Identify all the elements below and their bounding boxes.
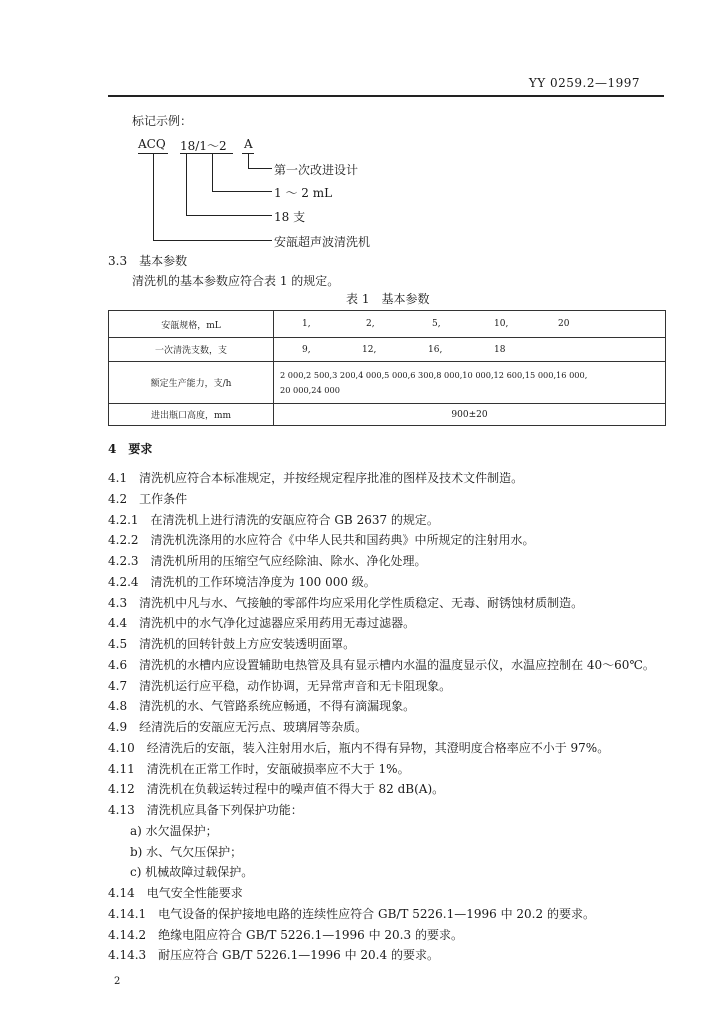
table-cell: 2,: [366, 319, 375, 329]
leader-line: [212, 154, 213, 191]
requirement-item: 4.7 清洗机运行应平稳，动作协调，无异常声音和无卡阻现象。: [108, 679, 452, 693]
requirement-item: 4.3 清洗机中凡与水、气接触的零部件均应采用化学性质稳定、无毒、耐锈蚀材质制造。: [108, 596, 584, 610]
requirement-item: 4.10 经清洗后的安瓿，装入注射用水后，瓶内不得有异物，其澄明度合格率应不小于 97%。: [108, 741, 610, 755]
table-cell: 16,: [428, 344, 443, 355]
page-number: 2: [114, 976, 121, 987]
leader-line: [153, 154, 154, 240]
table-row: [109, 404, 666, 426]
marking-explanation: 18 支: [274, 210, 306, 224]
leader-line: [186, 215, 272, 216]
table-cell: 12,: [362, 344, 377, 355]
table-cell: 2 000,2 500,3 200,4 000,5 000,6 300,8 000,10 000,12 600,15 000,16 000,: [280, 369, 588, 380]
section-heading: 3.3 基本参数: [108, 254, 188, 268]
code-underline: [180, 153, 233, 154]
requirement-subitem: b) 水、气欠压保护；: [130, 845, 243, 859]
requirement-item: 4.14.3 耐压应符合 GB/T 5226.1—1996 中 20.4 的要求。: [108, 948, 439, 962]
section-intro: 清洗机的基本参数应符合表 1 的规定。: [132, 274, 340, 288]
requirement-item: 4.9 经清洗后的安瓿应无污点、玻璃屑等杂质。: [108, 720, 368, 734]
standard-code: YY 0259.2—1997: [528, 76, 640, 90]
parameter-table: [108, 310, 666, 426]
table-cell: 20: [558, 319, 570, 329]
table-cell: 1,: [302, 319, 311, 329]
requirement-item: 4.8 清洗机的水、气管路系统应畅通，不得有滴漏现象。: [108, 699, 416, 713]
marking-explanation: 第一次改进设计: [274, 163, 359, 177]
leader-line: [248, 154, 249, 168]
requirement-item: 4.2.3 清洗机所用的压缩空气应经除油、除水、净化处理。: [108, 554, 427, 568]
marking-code-part: 18/1～2: [180, 139, 227, 153]
requirement-item: 4.12 清洗机在负载运转过程中的噪声值不得大于 82 dB(A)。: [108, 782, 445, 796]
requirement-item: 4.2 工作条件: [108, 492, 188, 506]
table-cell: 18: [494, 344, 506, 355]
table-row-label: 安瓿规格，mL: [109, 311, 274, 338]
requirement-item: 4.6 清洗机的水槽内应设置辅助电热管及具有显示槽内水温的温度显示仪，水温应控制在 40～60℃。: [108, 658, 655, 672]
requirement-subitem: c) 机械故障过载保护。: [130, 865, 254, 879]
marking-title: 标记示例：: [132, 114, 193, 128]
marking-explanation: 安瓿超声波清洗机: [274, 235, 371, 249]
table-cell: 20 000,24 000: [280, 384, 340, 395]
table-cell: 10,: [494, 319, 509, 329]
section-heading: 4 要求: [108, 442, 153, 456]
leader-line: [186, 154, 187, 215]
requirement-item: 4.2.1 在清洗机上进行清洗的安瓿应符合 GB 2637 的规定。: [108, 513, 439, 527]
marking-explanation: 1 ～ 2 mL: [274, 186, 333, 200]
requirement-item: 4.14.2 绝缘电阻应符合 GB/T 5226.1—1996 中 20.3 的要求。: [108, 928, 463, 942]
requirement-item: 4.4 清洗机中的水气净化过滤器应采用药用无毒过滤器。: [108, 616, 416, 630]
table-cell: 9,: [302, 344, 311, 355]
table-row-values: [274, 362, 666, 404]
marking-code-part: ACQ: [138, 137, 166, 151]
requirement-item: 4.14 电气安全性能要求: [108, 886, 243, 900]
table-row-label: 进出瓶口高度，mm: [109, 404, 274, 426]
marking-code-part: A: [244, 137, 253, 151]
requirement-subitem: a) 水欠温保护；: [130, 824, 218, 838]
table-row-values: [274, 338, 666, 362]
requirement-item: 4.2.4 清洗机的工作环境洁净度为 100 000 级。: [108, 575, 376, 589]
header-rule: [108, 95, 664, 97]
table-row-values: [274, 311, 666, 338]
table-cell: 900±20: [274, 404, 666, 426]
requirement-item: 4.13 清洗机应具备下列保护功能：: [108, 803, 303, 817]
requirement-item: 4.2.2 清洗机洗涤用的水应符合《中华人民共和国药典》中所规定的注射用水。: [108, 533, 535, 547]
table-row-label: 额定生产能力，支/h: [109, 362, 274, 404]
requirement-item: 4.5 清洗机的回转针鼓上方应安装透明面罩。: [108, 637, 356, 651]
leader-line: [212, 191, 272, 192]
table-caption: 表 1 基本参数: [346, 292, 430, 306]
table-row: [109, 311, 666, 338]
table-row-label: 一次清洗支数，支: [109, 338, 274, 362]
requirement-item: 4.14.1 电气设备的保护接地电路的连续性应符合 GB/T 5226.1—1996 中 20.2 的要求。: [108, 907, 595, 921]
leader-line: [153, 240, 272, 241]
requirement-item: 4.1 清洗机应符合本标准规定，并按经规定程序批准的图样及技术文件制造。: [108, 471, 524, 485]
requirement-item: 4.11 清洗机在正常工作时，安瓿破损率应不大于 1%。: [108, 762, 410, 776]
table-cell: 5,: [432, 319, 441, 329]
table-row: [109, 338, 666, 362]
table-row: [109, 362, 666, 404]
leader-line: [248, 168, 272, 169]
